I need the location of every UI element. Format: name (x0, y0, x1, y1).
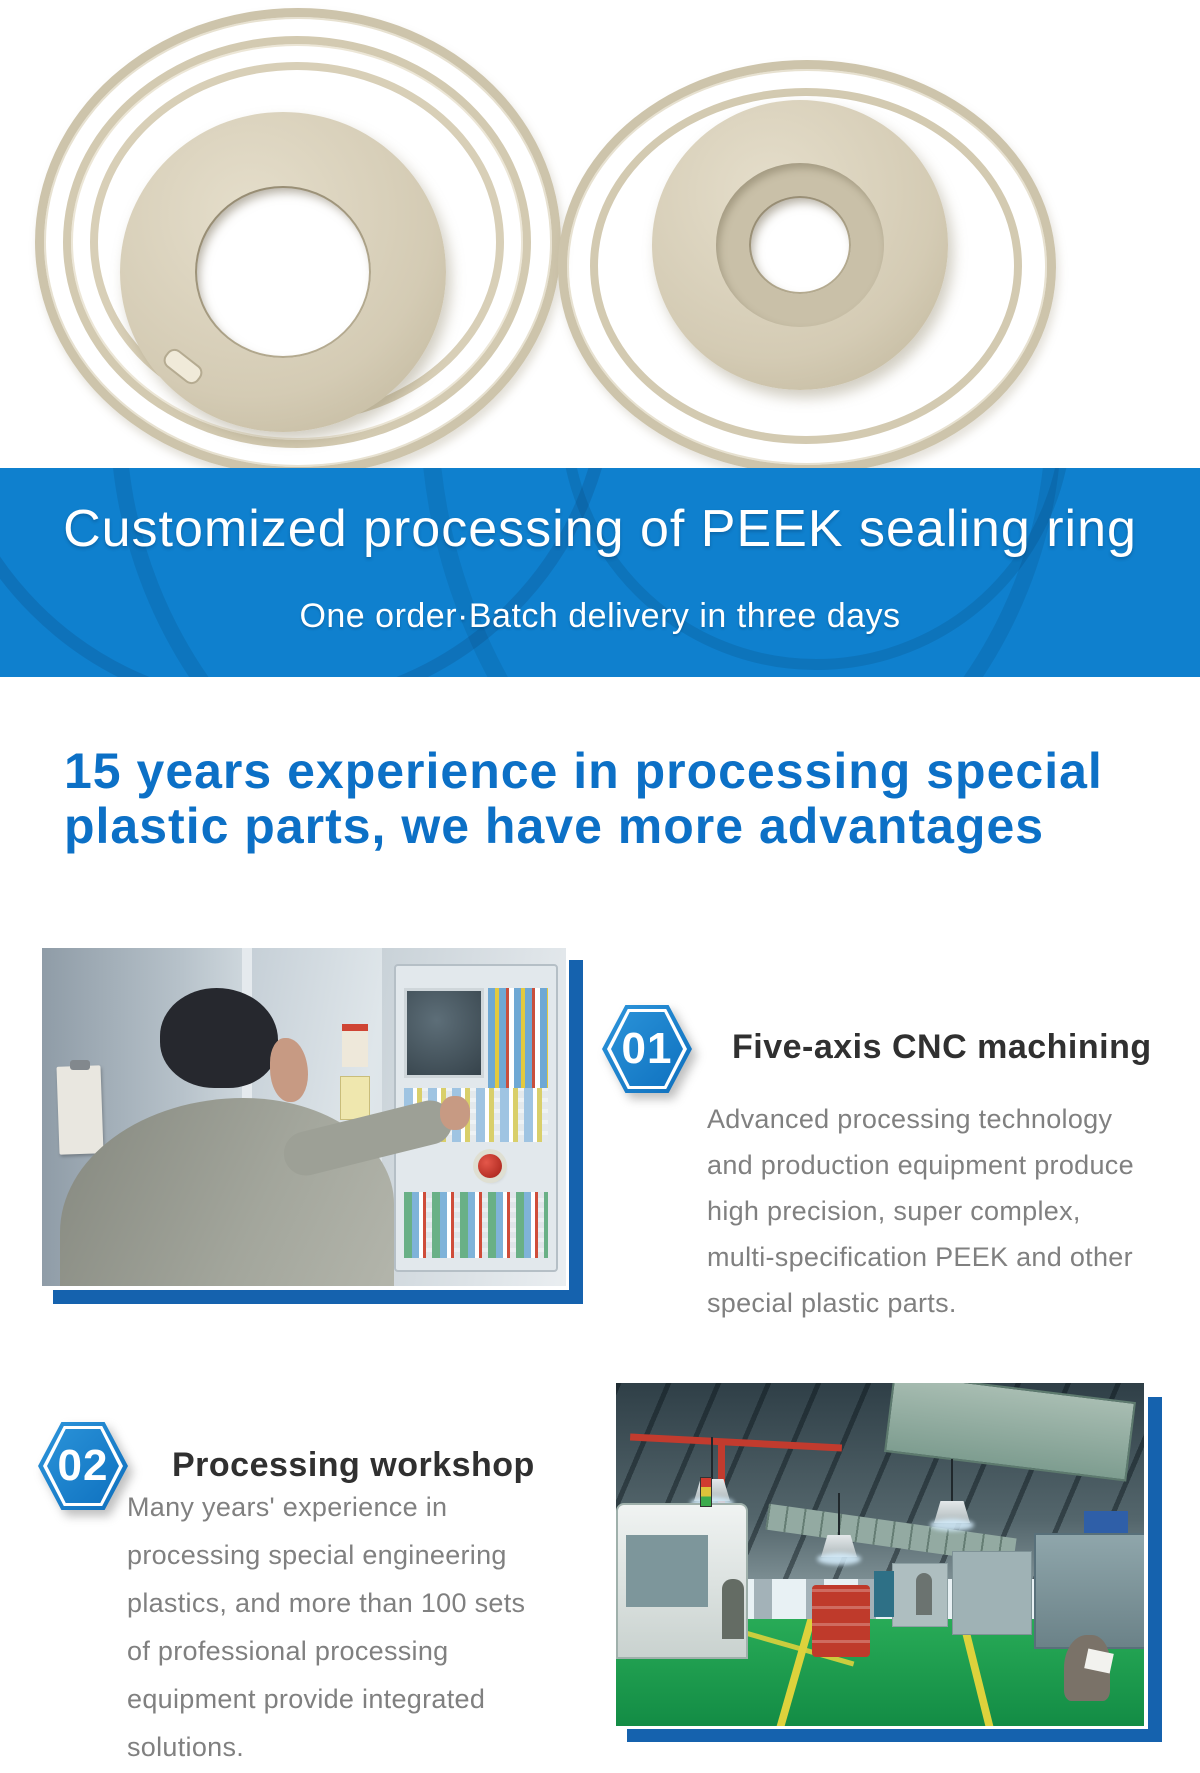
cnc-operator-photo (42, 948, 566, 1286)
lamp-rod (838, 1493, 840, 1535)
section-title-workshop: Processing workshop (172, 1446, 535, 1484)
clipboard-clip (70, 1060, 90, 1070)
operator-head (160, 988, 278, 1088)
photo-accent-strip-right (569, 960, 583, 1303)
main-heading (64, 744, 1103, 854)
washer-hole-left (195, 186, 371, 358)
paragraph-line: solutions. (127, 1732, 245, 1762)
paragraph-line: high precision, super complex, (707, 1196, 1081, 1226)
red-cart (812, 1585, 870, 1657)
sealing-washer-left (120, 112, 446, 432)
paragraph-line: multi-specification PEEK and other (707, 1242, 1133, 1272)
paragraph-line: of professional processing (127, 1636, 449, 1666)
banner-subtitle: One order·Batch delivery in three days (299, 597, 901, 635)
cnc-machine (1034, 1533, 1144, 1649)
machine-window (626, 1535, 708, 1607)
section-paragraph-workshop (127, 1483, 525, 1771)
lamp-glow (817, 1553, 861, 1565)
emergency-stop-button (478, 1154, 502, 1178)
sealing-washer-right (652, 100, 948, 390)
paragraph-line: plastics, and more than 100 sets (127, 1588, 526, 1618)
badge-number: 02 (57, 1441, 109, 1490)
banner-title: Customized processing of PEEK sealing ring (63, 500, 1137, 558)
photo-accent-strip-bottom (53, 1290, 583, 1304)
cabinet (874, 1571, 894, 1617)
storage-bin (1084, 1511, 1128, 1533)
cnc-machine (952, 1551, 1032, 1635)
lamp-glow (930, 1519, 974, 1531)
hero-rings-photo (0, 0, 1200, 468)
washer-hole-right (749, 196, 851, 294)
signal-tower (700, 1477, 712, 1507)
workshop-photo (616, 1383, 1144, 1726)
worker-figure (916, 1573, 932, 1615)
section-title-cnc: Five-axis CNC machining (732, 1028, 1152, 1066)
keypad-grid (404, 1192, 548, 1258)
lamp-rod (951, 1459, 953, 1501)
warning-sticker (342, 1024, 368, 1067)
hexagon-badge-01 (602, 1005, 692, 1093)
paragraph-line: Advanced processing technology (707, 1104, 1113, 1134)
main-heading-line2: plastic parts, we have more advantages (64, 798, 1045, 854)
hexagon-badge-02 (38, 1422, 128, 1510)
worker-figure (722, 1579, 744, 1639)
clipboard (56, 1065, 103, 1154)
photo-accent-strip-bottom (627, 1729, 1162, 1742)
photo-accent-strip-right (1148, 1397, 1162, 1742)
paragraph-line: processing special engineering (127, 1540, 507, 1570)
paragraph-line: equipment provide integrated (127, 1684, 486, 1714)
operator-hand (440, 1096, 470, 1130)
warning-sticker (340, 1076, 370, 1120)
lamp-rod (711, 1437, 713, 1479)
washer-slot-mark (160, 345, 206, 387)
paragraph-line: and production equipment produce (707, 1150, 1134, 1180)
main-heading-line1: 15 years experience in processing special (64, 743, 1103, 799)
paragraph-line: Many years' experience in (127, 1492, 448, 1522)
control-screen (404, 988, 484, 1078)
paragraph-line: special plastic parts. (707, 1288, 957, 1318)
badge-number: 01 (621, 1024, 673, 1073)
hero-banner (0, 468, 1200, 677)
section-paragraph-cnc (707, 1096, 1134, 1326)
